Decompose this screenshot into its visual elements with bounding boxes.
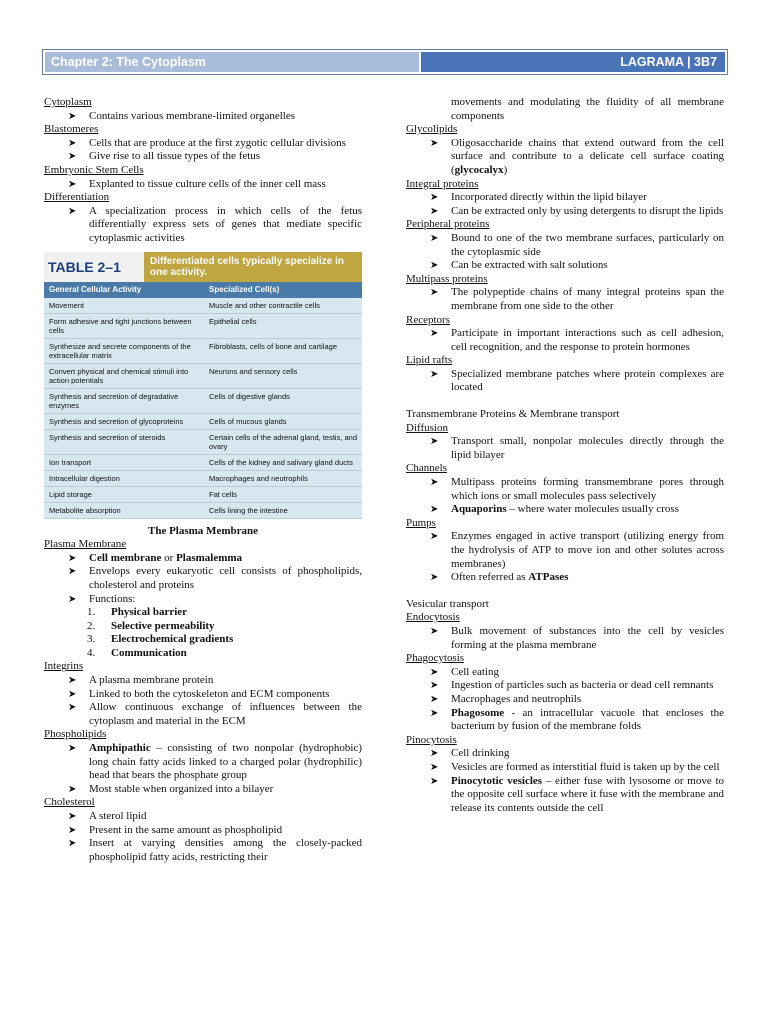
list-item: ➤ Multipass proteins forming transmembrane pores through which ions or small molecules pass selectively (430, 476, 724, 502)
table-row: Movement Muscle and other contractile cells (44, 298, 362, 314)
list-item: ➤ Ingestion of particles such as bacteria or dead cell remnants (430, 679, 714, 692)
arrow-bullet-icon: ➤ (430, 748, 439, 760)
arrow-bullet-icon: ➤ (430, 625, 439, 637)
arrow-bullet-icon: ➤ (68, 702, 77, 714)
table-row: Synthesize and secrete components of the extracellular matrix Fibroblasts, cells of bone and cartilage (44, 339, 362, 364)
heading-pumps: Pumps (406, 516, 436, 529)
arrow-bullet-icon: ➤ (430, 205, 439, 217)
arrow-bullet-icon: ➤ (430, 260, 439, 272)
heading-multipass-proteins: Multipass proteins (406, 272, 488, 285)
list-item: ➤ Amphipathic – consisting of two nonpolar (hydrophobic) long chain fatty acids linked to a charged polar (hydrophilic) head that bears the phosphate group (68, 742, 362, 782)
list-item: ➤ Insert at varying densities among the closely-packed phospholipid fatty acids, restricting their (68, 837, 362, 863)
heading-peripheral-proteins: Peripheral proteins (406, 218, 490, 231)
list-item: ➤ Incorporated directly within the lipid bilayer (430, 191, 647, 204)
arrow-bullet-icon: ➤ (430, 531, 439, 543)
numbered-item: 2. Selective permeability (87, 619, 215, 632)
continued-text: movements and modulating the fluidity of all membrane components (451, 96, 724, 122)
heading-receptors: Receptors (406, 313, 450, 326)
numbered-item: 4. Communication (87, 646, 187, 659)
list-item: ➤ A sterol lipid (68, 810, 147, 822)
list-item: ➤ Cell drinking (430, 747, 510, 760)
heading-diffusion: Diffusion (406, 421, 448, 434)
arrow-bullet-icon: ➤ (430, 666, 439, 678)
list-item: ➤ Functions: (68, 592, 136, 605)
arrow-bullet-icon: ➤ (430, 328, 439, 340)
arrow-bullet-icon: ➤ (430, 572, 439, 584)
arrow-bullet-icon: ➤ (68, 811, 77, 822)
heading-differentiation: Differentiation (44, 191, 110, 204)
arrow-bullet-icon: ➤ (68, 593, 77, 605)
table-row: Lipid storage Fat cells (44, 487, 362, 503)
heading-embryonic-stem-cells: Embryonic Stem Cells (44, 163, 144, 176)
arrow-bullet-icon: ➤ (430, 368, 439, 380)
list-item: ➤ Transport small, nonpolar molecules directly through the lipid bilayer (430, 435, 724, 461)
arrow-bullet-icon: ➤ (68, 838, 77, 850)
heading-plasma-membrane: Plasma Membrane (44, 538, 127, 551)
column-header-cells: Specialized Cell(s) (209, 284, 280, 294)
chapter-title: Chapter 2: The Cytoplasm (45, 52, 419, 72)
arrow-bullet-icon: ➤ (430, 477, 439, 489)
heading-integrins: Integrins (44, 660, 84, 673)
heading-cytoplasm: Cytoplasm (44, 96, 92, 108)
section-title-transmembrane: Transmembrane Proteins & Membrane transport (406, 408, 620, 421)
arrow-bullet-icon: ➤ (430, 232, 439, 244)
right-column (406, 96, 724, 815)
arrow-bullet-icon: ➤ (68, 205, 77, 217)
section-title-plasma-membrane: The Plasma Membrane (148, 524, 258, 537)
list-item: ➤ A specialization process in which cells of the fetus differentially express sets of genes that mediate specific cytoplasmic activities (68, 204, 362, 244)
list-item: ➤ Cell membrane or Plasmalemma (68, 551, 243, 564)
list-item: ➤ Vesicles are formed as interstitial fluid is taken up by the cell (430, 760, 720, 773)
left-column (44, 96, 362, 864)
arrow-bullet-icon: ➤ (430, 287, 439, 299)
arrow-bullet-icon: ➤ (68, 137, 77, 149)
arrow-bullet-icon: ➤ (430, 504, 439, 516)
list-item: ➤ Specialized membrane patches where protein complexes are located (430, 367, 724, 394)
heading-integral-proteins: Integral proteins (406, 177, 479, 190)
arrow-bullet-icon: ➤ (68, 675, 77, 687)
arrow-bullet-icon: ➤ (68, 566, 77, 578)
numbered-item: 3. Electrochemical gradients (87, 633, 234, 646)
list-item: ➤ Envelops every eukaryotic cell consists of phospholipids, cholesterol and proteins (68, 565, 362, 591)
arrow-bullet-icon: ➤ (68, 110, 77, 122)
arrow-bullet-icon: ➤ (68, 552, 77, 564)
author-label: LAGRAMA | 3B7 (421, 52, 725, 72)
heading-pinocytosis: Pinocytosis (406, 733, 457, 746)
list-item: ➤ Bound to one of the two membrane surfaces, particularly on the cytoplasmic side (430, 231, 724, 258)
table-row: Metabolite absorption Cells lining the intestine (44, 503, 362, 519)
list-item: ➤ Cell eating (430, 665, 499, 678)
list-item: ➤ Oligosaccharide chains that extend outward from the cell surface and contribute to a delicate cell surface coating (glycocalyx) (430, 136, 724, 176)
numbered-item: 1. Physical barrier (87, 606, 188, 619)
table-differentiated-cells (44, 252, 362, 519)
heading-blastomeres: Blastomeres (44, 123, 99, 136)
list-item: ➤ Contains various membrane-limited organelles (68, 109, 295, 122)
list-item: ➤ Linked to both the cytoskeleton and ECM components (68, 687, 330, 700)
list-item: ➤ A plasma membrane protein (68, 674, 214, 687)
heading-endocytosis: Endocytosis (406, 611, 460, 624)
table-caption: Differentiated cells typically specialize in one activity. (144, 252, 362, 282)
arrow-bullet-icon: ➤ (430, 693, 439, 705)
table-number: TABLE 2–1 (44, 252, 144, 282)
list-item: ➤ Phagosome - an intracellular vacuole that encloses the bacterium by fusion of the membrane folds (430, 706, 724, 733)
list-item: ➤ The polypeptide chains of many integral proteins span the membrane from one side to the other (430, 286, 724, 312)
list-item: ➤ Explanted to tissue culture cells of the inner cell mass (68, 177, 326, 190)
list-item: ➤ Present in the same amount as phospholipid (68, 823, 283, 836)
column-header-activity: General Cellular Activity (49, 284, 142, 294)
list-item: ➤ Enzymes engaged in active transport (utilizing energy from the hydrolysis of ATP to move ion and other solutes across membranes) (430, 530, 724, 570)
table-row: Ion transport Cells of the kidney and salivary gland ducts (44, 455, 362, 471)
arrow-bullet-icon: ➤ (430, 707, 439, 719)
table-row: Synthesis and secretion of steroids Certain cells of the adrenal gland, testis, and ovary (44, 430, 362, 455)
list-item: ➤ Allow continuous exchange of influences between the cytoplasm and material in the ECM (68, 701, 362, 727)
table-row: Convert physical and chemical stimuli into action potentials Neurons and sensory cells (44, 364, 362, 389)
table-row: Synthesis and secretion of degradative enzymes Cells of digestive glands (44, 389, 362, 414)
list-item: ➤ Participate in important interactions such as cell adhesion, cell recognition, and the response to protein hormones (430, 327, 724, 353)
heading-cholesterol: Cholesterol (44, 796, 95, 809)
table-header (44, 252, 362, 282)
list-item: ➤ Pinocytotic vesicles – either fuse with lysosome or move to the opposite cell surface where it fuse with the membrane and release its contents outside the cell (430, 774, 724, 814)
list-item: ➤ Give rise to all tissue types of the fetus (68, 150, 261, 163)
arrow-bullet-icon: ➤ (68, 743, 77, 755)
table-row: Synthesis and secretion of glycoproteins Cells of mucous glands (44, 414, 362, 430)
arrow-bullet-icon: ➤ (430, 680, 439, 692)
list-item: ➤ Macrophages and neutrophils (430, 692, 582, 705)
list-item: ➤ Cells that are produce at the first zygotic cellular divisions (68, 136, 346, 149)
heading-glycolipids: Glycolipids (406, 123, 458, 136)
arrow-bullet-icon: ➤ (430, 436, 439, 448)
table-row: Intracellular digestion Macrophages and neutrophils (44, 471, 362, 487)
arrow-bullet-icon: ➤ (430, 192, 439, 204)
arrow-bullet-icon: ➤ (430, 137, 439, 149)
list-item: ➤ Bulk movement of substances into the cell by vesicles forming at the plasma membrane (430, 624, 724, 651)
list-item: ➤ Can be extracted with salt solutions (430, 259, 608, 272)
arrow-bullet-icon: ➤ (68, 151, 77, 163)
table-column-headers (44, 282, 362, 298)
arrow-bullet-icon: ➤ (68, 178, 77, 190)
arrow-bullet-icon: ➤ (430, 761, 439, 773)
section-title-vesicular: Vesicular transport (406, 597, 489, 610)
heading-phagocytosis: Phagocytosis (406, 652, 465, 665)
heading-phospholipids: Phospholipids (44, 728, 107, 741)
list-item: ➤ Aquaporins – where water molecules usually cross (430, 503, 679, 516)
arrow-bullet-icon: ➤ (430, 775, 439, 787)
list-item: ➤ Most stable when organized into a bilayer (68, 782, 274, 795)
list-item: ➤ Often referred as ATPases (430, 571, 569, 584)
table-row: Form adhesive and tight junctions between cells Epithelial cells (44, 314, 362, 339)
page-header (42, 49, 728, 75)
list-item: ➤ Can be extracted only by using detergents to disrupt the lipids (430, 204, 724, 217)
arrow-bullet-icon: ➤ (68, 688, 77, 700)
arrow-bullet-icon: ➤ (68, 824, 77, 836)
heading-lipid-rafts: Lipid rafts (406, 354, 453, 367)
arrow-bullet-icon: ➤ (68, 783, 77, 795)
heading-channels: Channels (406, 462, 447, 475)
